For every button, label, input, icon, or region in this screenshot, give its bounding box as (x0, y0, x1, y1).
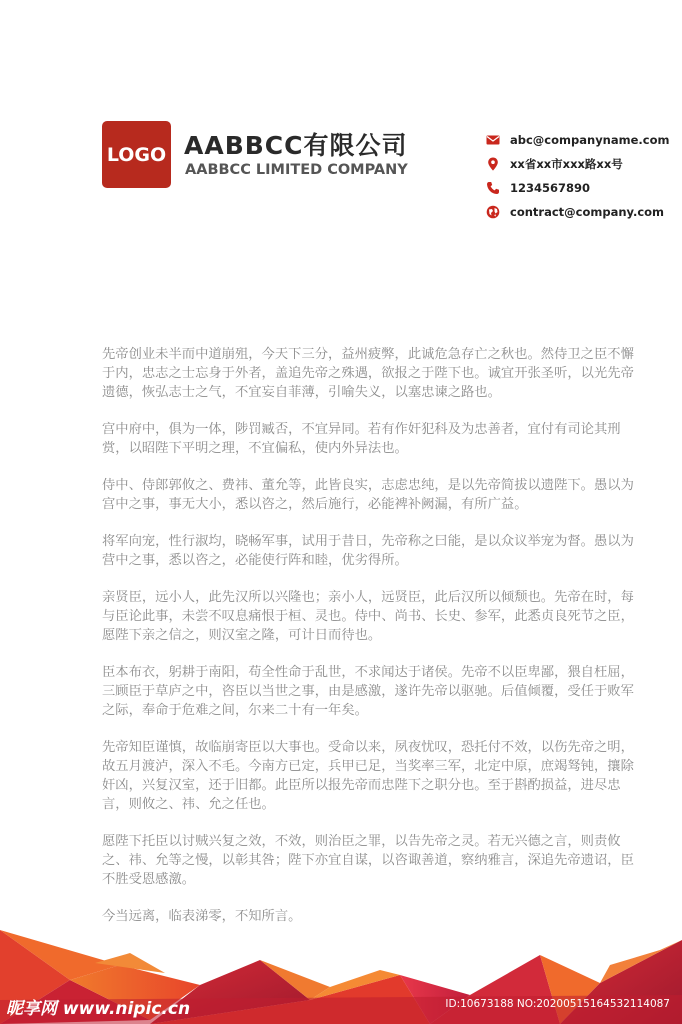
watermark-id: ID:10673188 NO:20200515164532114087 (445, 998, 670, 1010)
location-pin-icon (486, 157, 500, 171)
contact-website (486, 200, 676, 224)
paragraph: 先帝知臣谨慎，故临崩寄臣以大事也。受命以来，夙夜忧叹，恐托付不效，以伤先帝之明，故五月渡泸，深入不毛。今南方已定，兵甲已足，当奖率三军，北定中原，庶竭驽钝，攘除奸凶，兴复汉室，还于旧都。此臣所以报先帝而忠陛下之职分也。至于斟酌损益，进尽忠言，则攸之、祎、允之任也。 (102, 740, 634, 812)
paragraph: 亲贤臣，远小人，此先汉所以兴隆也；亲小人，远贤臣，此后汉所以倾颓也。先帝在时，每与臣论此事，未尝不叹息痛恨于桓、灵也。侍中、尚书、长史、参军，此悉贞良死节之臣，愿陛下亲之信之，则汉室之隆，可计日而待也。 (102, 590, 634, 643)
mail-icon (486, 133, 500, 147)
company-name-en: AABBCC LIMITED COMPANY (185, 162, 408, 178)
contact-email-text: abc@companyname.com (510, 133, 670, 147)
paragraph: 先帝创业未半而中道崩殂，今天下三分，益州疲弊，此诚危急存亡之秋也。然侍卫之臣不懈于内，忠志之士忘身于外者，盖追先帝之殊遇，欲报之于陛下也。诚宜开张圣听，以光先帝遗德，恢弘志士之气，不宜妄自菲薄，引喻失义，以塞忠谏之路也。 (102, 347, 634, 400)
watermark-site: 昵享网 www.nipic.cn (6, 999, 191, 1019)
contact-phone (486, 176, 676, 200)
paragraph: 将军向宠，性行淑均，晓畅军事，试用于昔日，先帝称之曰能，是以众议举宠为督。愚以为营中之事，悉以咨之，必能使行阵和睦，优劣得所。 (102, 534, 634, 568)
paragraph: 愿陛下托臣以讨贼兴复之效，不效，则治臣之罪，以告先帝之灵。若无兴德之言，则责攸之、祎、允等之慢，以彰其咎；陛下亦宜自谋，以咨诹善道，察纳雅言，深追先帝遗诏，臣不胜受恩感激。 (102, 834, 634, 887)
contact-email (486, 128, 676, 152)
logo-text: LOGO (106, 143, 167, 166)
contact-phone-text: 1234567890 (510, 181, 591, 195)
phone-icon (486, 181, 500, 195)
contact-website-text: contract@company.com (510, 205, 665, 219)
contact-address (486, 152, 676, 176)
paragraph: 今当远离，临表涕零，不知所言。 (102, 909, 302, 924)
logo (102, 121, 171, 188)
paragraph: 宫中府中，俱为一体，陟罚臧否，不宜异同。若有作奸犯科及为忠善者，宜付有司论其刑赏，以昭陛下平明之理，不宜偏私，使内外异法也。 (102, 422, 621, 456)
paragraph: 臣本布衣，躬耕于南阳，苟全性命于乱世，不求闻达于诸侯。先帝不以臣卑鄙，猥自枉屈，三顾臣于草庐之中，咨臣以当世之事，由是感激，遂许先帝以驱驰。后值倾覆，受任于败军之际，奉命于危难之间，尔来二十有一年矣。 (102, 665, 634, 718)
paragraph: 侍中、侍郎郭攸之、费祎、董允等，此皆良实，志虑忠纯，是以先帝简拔以遗陛下。愚以为宫中之事，事无大小，悉以咨之，然后施行，必能裨补阙漏，有所广益。 (102, 478, 634, 512)
letter-body (102, 345, 642, 944)
contact-address-text: xx省xx市xxx路xx号 (510, 157, 623, 171)
globe-icon (486, 205, 500, 219)
contact-block (486, 128, 676, 224)
company-name-cn: AABBCC有限公司 (184, 131, 408, 160)
